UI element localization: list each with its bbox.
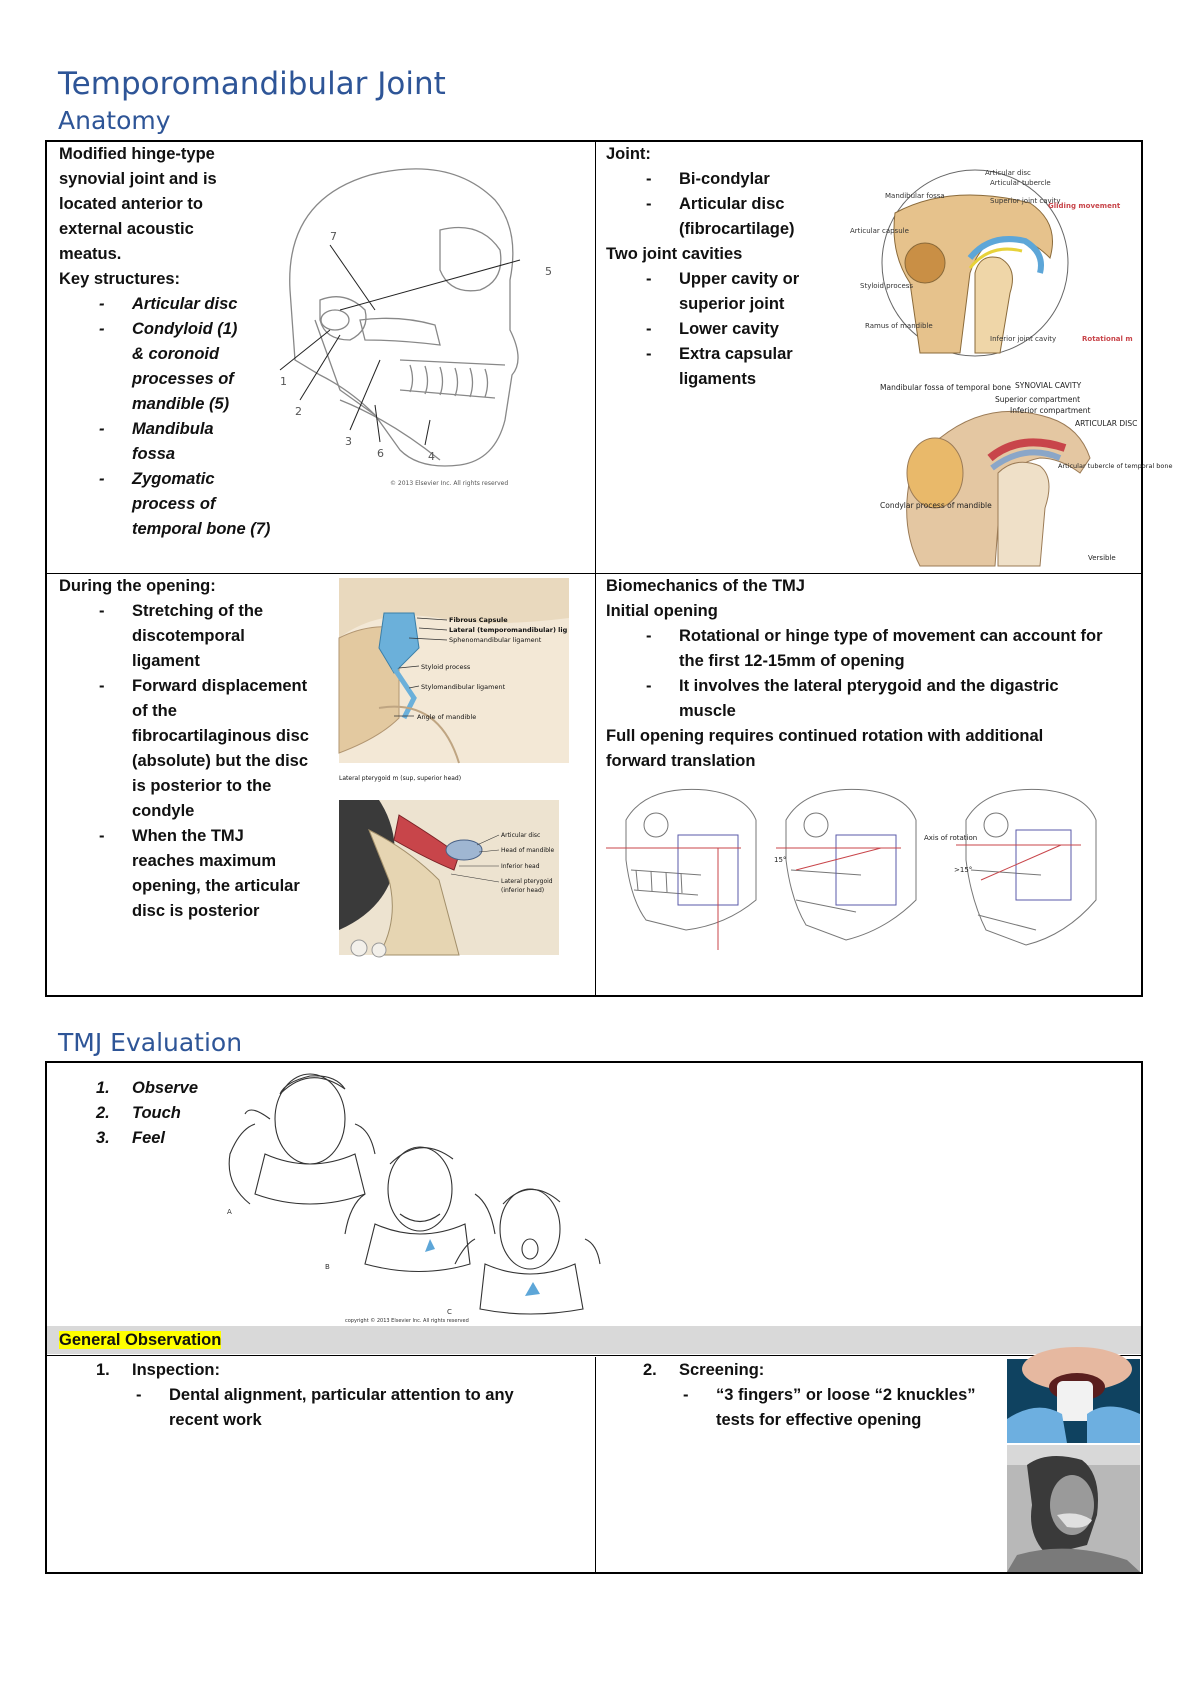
joint-cavities-label: Two joint cavities: [606, 245, 743, 263]
skull-outline: [290, 169, 518, 466]
lateral-pterygoid-figure: [339, 770, 559, 955]
biomech-item-line: the first 12-15mm of opening: [679, 652, 905, 670]
opening-item: [59, 824, 339, 924]
biomech-list: [606, 624, 1142, 724]
screening-subitem-line: tests for effective opening: [716, 1411, 922, 1429]
opening-label: During the opening:: [59, 577, 216, 595]
evaluation-step-text: Touch: [132, 1104, 181, 1122]
opening-item-line: (absolute) but the disc: [132, 752, 309, 770]
joint-text: [606, 142, 846, 392]
opening-item-line: reaches maximum: [132, 852, 276, 870]
screening-photo-knuckles: [1007, 1445, 1140, 1572]
cavity-item: [606, 317, 846, 342]
cavity-item-line: ligaments: [679, 370, 757, 388]
key-structure-item-line: temporal bone (7): [132, 520, 271, 538]
lig-spheno: Sphenomandibular ligament: [449, 636, 542, 644]
anatomy-intro-line: meatus.: [59, 245, 122, 263]
joint-item-line: (fibrocartilage): [679, 220, 795, 238]
inspection-subitem-line: - Dental alignment, particular attention to any: [169, 1386, 514, 1404]
fig1-articular-disc: Articular disc: [985, 169, 1031, 177]
fig1-articular-capsule: Articular capsule: [850, 227, 909, 235]
biomech-full-line: forward translation: [606, 752, 756, 770]
cavity-item-line: - Lower cavity: [679, 320, 779, 338]
biomech-text: [606, 574, 1142, 774]
key-structure-item-line: process of: [132, 495, 216, 513]
biomechanics-opening-figure: [606, 780, 1136, 955]
fig1-gliding: Gliding movement: [1048, 202, 1121, 210]
screening-list: [606, 1358, 1006, 1383]
screening-sublist: [643, 1383, 1006, 1433]
cavity-item-line: - Upper cavity or: [679, 270, 800, 288]
general-observation-wrap: [59, 1328, 221, 1353]
fig2-fossa: Mandibular fossa of temporal bone: [880, 383, 1012, 392]
tmj-ligaments-figure: [339, 578, 569, 768]
biomech-item-line: muscle: [679, 702, 736, 720]
inspection-label: Inspection:: [132, 1361, 221, 1379]
page-title: Temporomandibular Joint: [58, 66, 446, 102]
anatomy-intro-line: synovial joint and is: [59, 170, 217, 188]
palp-caption: copyright © 2013 Elsevier Inc. All rights reserved: [345, 1318, 469, 1324]
lig-stylo: Stylomandibular ligament: [421, 683, 506, 691]
key-structure-item-line: - Condyloid (1): [132, 320, 238, 338]
inspection-num: 1.: [96, 1361, 110, 1379]
evaluation-step-text: Feel: [132, 1129, 166, 1147]
fig2-tubercle: Articular tubercle of temporal bone: [1058, 462, 1173, 470]
key-structure-item-line: mandible (5): [132, 395, 230, 413]
key-structure-item: [59, 292, 299, 317]
general-observation-label: General Observation: [59, 1331, 222, 1349]
skull-label-2: 2: [295, 405, 302, 418]
palp-label-a: A: [227, 1208, 232, 1216]
pter-disc: Articular disc: [501, 832, 541, 839]
screening-subitem-line: - “3 fingers” or loose “2 knuckles”: [716, 1386, 976, 1404]
opening-item-line: - When the TMJ: [132, 827, 244, 845]
screening-item: [606, 1358, 1006, 1383]
fig2-synovial: SYNOVIAL CAVITY: [1015, 381, 1082, 390]
fig2-condylar: Condylar process of mandible: [880, 501, 992, 510]
key-structure-item-line: - Articular disc: [132, 295, 238, 313]
inspection-sublist: [96, 1383, 579, 1433]
fig1-styloid: Styloid process: [860, 282, 914, 290]
lig-capsule: Fibrous Capsule: [449, 616, 508, 624]
screening-num: 2.: [643, 1361, 657, 1379]
cavity-item: [606, 342, 846, 392]
screening-text: [606, 1358, 1006, 1433]
bio-axis: Axis of rotation: [924, 834, 978, 842]
palp-label-b: B: [325, 1263, 330, 1271]
key-structure-item: [59, 417, 299, 467]
palp-label-c: C: [447, 1308, 452, 1316]
opening-item-line: condyle: [132, 802, 195, 820]
screening-photo-fingers: [1007, 1359, 1140, 1443]
key-structure-item-line: - Mandibula: [132, 420, 214, 438]
synovial-cavity-figure: [880, 378, 1173, 566]
skull-label-7: 7: [330, 230, 337, 243]
opening-list: [59, 599, 339, 924]
evaluation-step-text: Observe: [132, 1079, 199, 1097]
skull-label-6: 6: [377, 447, 384, 460]
pter-extra2: (inferior head): [501, 887, 545, 894]
cavity-item-line: - Extra capsular: [679, 345, 793, 363]
anatomy-intro-line: located anterior to: [59, 195, 203, 213]
joint-item: [606, 167, 846, 192]
fig2-credit: Versible: [1088, 554, 1116, 562]
bio-deg1: 15°: [774, 856, 787, 864]
opening-item: [59, 674, 339, 824]
pter-head: Head of mandible: [501, 847, 555, 854]
lig-lateral: Lateral (temporomandibular) lig: [449, 626, 568, 634]
joint-list: [606, 167, 846, 242]
key-structure-item-line: processes of: [132, 370, 234, 388]
key-structures-label: Key structures:: [59, 270, 181, 288]
palpation-figure: [225, 1064, 605, 1324]
biomech-item: [606, 674, 1142, 724]
evaluation-step-num: 3.: [96, 1129, 110, 1147]
skull-label-4: 4: [428, 450, 435, 463]
fig2-superior: Superior compartment: [995, 395, 1081, 404]
anatomy-intro-line: Modified hinge-type: [59, 145, 215, 163]
key-structure-item-line: fossa: [132, 445, 176, 463]
fig1-mandibular-fossa: Mandibular fossa: [885, 192, 945, 200]
key-structure-item-line: - Zygomatic: [132, 470, 215, 488]
key-structure-item-line: & coronoid: [132, 345, 220, 363]
screening-subitem: [643, 1383, 1006, 1433]
cavity-item-line: superior joint: [679, 295, 785, 313]
opening-item-line: of the: [132, 702, 177, 720]
evaluation-step-num: 1.: [96, 1079, 110, 1097]
joint-item: [606, 192, 846, 242]
opening-item-line: fibrocartilaginous disc: [132, 727, 309, 745]
opening-item-line: disc is posterior: [132, 902, 260, 920]
fig1-superior-cavity: Superior joint cavity: [990, 197, 1061, 205]
inspection-text: [59, 1358, 579, 1433]
biomech-item: [606, 624, 1142, 674]
anatomy-heading: Anatomy: [58, 106, 171, 135]
opening-item-line: discotemporal: [132, 627, 245, 645]
fig1-inferior-cavity: Inferior joint cavity: [990, 335, 1057, 343]
pter-extra1: Lateral pterygoid: [501, 878, 553, 885]
biomech-item-line: - It involves the lateral pterygoid and the digastric: [679, 677, 1059, 695]
pter-label: Lateral pterygoid m (sup, superior head): [339, 775, 462, 782]
inspection-subitem: [96, 1383, 579, 1433]
tmj-cross-section-figure: [850, 163, 1140, 363]
skull-caption: © 2013 Elsevier Inc. All rights reserved: [390, 480, 509, 487]
anatomy-intro-line: external acoustic: [59, 220, 194, 238]
fig1-ramus: Ramus of mandible: [865, 322, 933, 330]
fig1-articular-tubercle: Articular tubercle: [990, 179, 1051, 187]
inspection-item: [59, 1358, 579, 1383]
skull-label-5: 5: [545, 265, 552, 278]
inspection-list: [59, 1358, 579, 1383]
screening-label: Screening:: [679, 1361, 765, 1379]
lig-angle: Angle of mandible: [417, 713, 477, 721]
joint-label: Joint:: [606, 145, 651, 163]
key-structures-list: [59, 292, 299, 542]
fig1-rotational: Rotational m: [1082, 335, 1133, 343]
evaluation-heading: TMJ Evaluation: [58, 1028, 243, 1057]
opening-item: [59, 599, 339, 674]
biomech-full-line: Full opening requires continued rotation with additional: [606, 727, 1044, 745]
lig-styloid: Styloid process: [421, 663, 471, 671]
opening-item-line: ligament: [132, 652, 200, 670]
biomech-item-line: - Rotational or hinge type of movement can account for: [679, 627, 1103, 645]
biomech-full-opening: [606, 724, 1142, 774]
skull-label-3: 3: [345, 435, 352, 448]
pter-inferior: Inferior head: [501, 863, 540, 870]
biomech-title: Biomechanics of the TMJ: [606, 577, 805, 595]
anatomy-intro: [59, 142, 299, 267]
joint-item-line: - Bi-condylar: [679, 170, 770, 188]
skull-label-1: 1: [280, 375, 287, 388]
opening-text: [59, 574, 339, 924]
fig2-disc: ARTICULAR DISC: [1075, 419, 1138, 428]
opening-item-line: - Forward displacement: [132, 677, 308, 695]
inspection-subitem-line: recent work: [169, 1411, 262, 1429]
anatomy-text: [59, 142, 299, 542]
biomech-initial: Initial opening: [606, 602, 718, 620]
key-structure-item: [59, 317, 299, 417]
cavity-list: [606, 267, 846, 392]
key-structure-item: [59, 467, 299, 542]
opening-item-line: - Stretching of the: [132, 602, 264, 620]
skull-lateral-figure: [280, 160, 580, 500]
bio-deg2: >15°: [954, 866, 973, 874]
fig2-inferior: Inferior compartment: [1010, 406, 1091, 415]
opening-item-line: opening, the articular: [132, 877, 300, 895]
evaluation-step-num: 2.: [96, 1104, 110, 1122]
joint-item-line: - Articular disc: [679, 195, 785, 213]
cavity-item: [606, 267, 846, 317]
opening-item-line: is posterior to the: [132, 777, 272, 795]
